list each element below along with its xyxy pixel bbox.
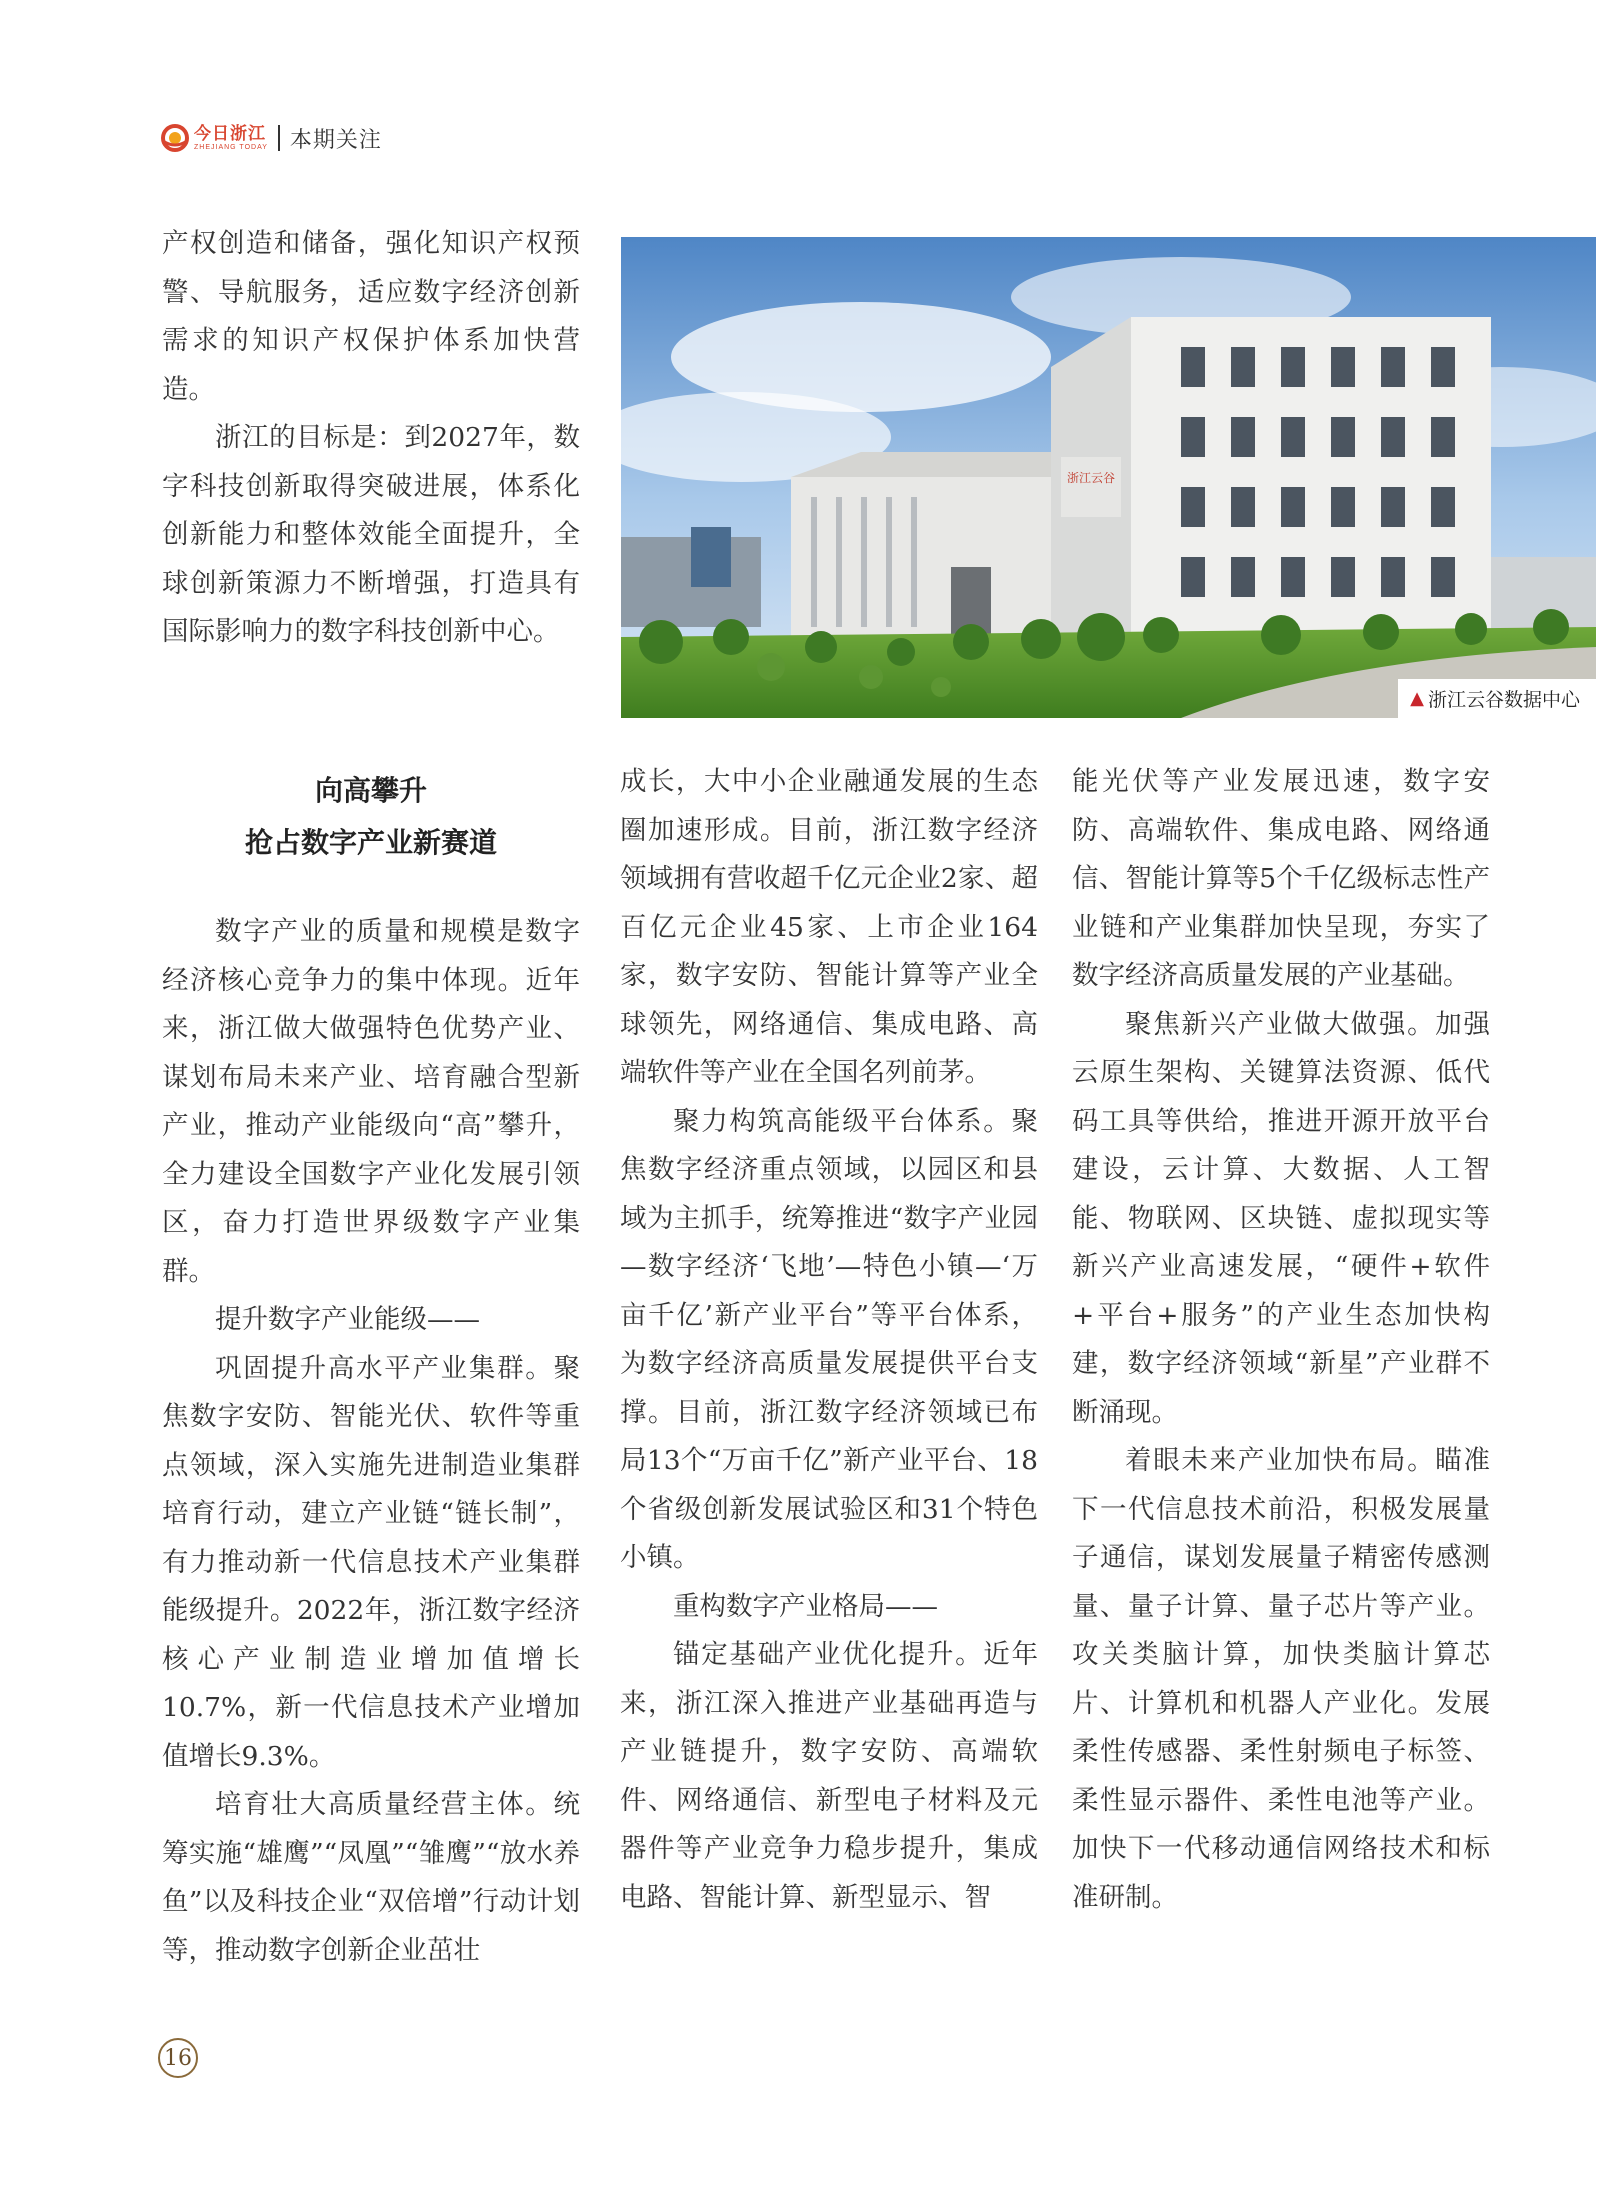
building-sign: 浙江云谷 — [1066, 471, 1116, 485]
column-1-bottom — [162, 908, 580, 1975]
subheading: 提升数字产业能级—— — [215, 1304, 480, 1335]
paragraph: 培育壮大高质量经营主体。统筹实施“雄鹰”“凤凰”“雏鹰”“放水养鱼”以及科技企业“双倍增”行动计划等，推动数字创新企业茁壮 — [162, 1789, 580, 1966]
section-heading-line-2: 抢占数字产业新赛道 — [244, 826, 497, 859]
paragraph: 产权创造和储备，强化知识产权预警、导航服务，适应数字经济创新需求的知识产权保护体系加快营造。 — [162, 228, 580, 405]
section-heading — [162, 765, 580, 869]
paragraph: 聚焦新兴产业做大做强。加强云原生架构、关键算法资源、低代码工具等供给，推进开源开放平台建设，云计算、大数据、人工智能、物联网、区块链、虚拟现实等新兴产业高速发展，“硬件+软件+平台+服务”的产业生态加快构建，数字经济领域“新星”产业群不断涌现。 — [1072, 1008, 1490, 1428]
magazine-logo — [160, 123, 268, 153]
paragraph: 锚定基础产业优化提升。近年来，浙江深入推进产业基础再造与产业链提升，数字安防、高端软件、网络通信、新型电子材料及元器件等产业竞争力稳步提升，集成电路、智能计算、新型显示、智 — [620, 1639, 1038, 1913]
data-center-illustration — [621, 237, 1596, 718]
section-name: 本期关注 — [289, 127, 382, 153]
triangle-marker-icon: ▲ — [1410, 688, 1424, 709]
header-divider — [278, 125, 280, 151]
page-number: 16 — [158, 2038, 198, 2078]
caption-text: 浙江云谷数据中心 — [1427, 689, 1580, 711]
paragraph: 成长，大中小企业融通发展的生态圈加速形成。目前，浙江数字经济领域拥有营收超千亿元企业2家、超百亿元企业45家、上市企业164家，数字安防、智能计算等产业全球领先，网络通信、集成电路、高端软件等产业在全国名列前茅。 — [620, 766, 1038, 1088]
page-header — [160, 118, 382, 158]
paragraph: 浙江的目标是：到2027年，数字科技创新取得突破进展，体系化创新能力和整体效能全面提升，全球创新策源力不断增强，打造具有国际影响力的数字科技创新中心。 — [162, 422, 580, 647]
section-heading-line-1: 向高攀升 — [314, 774, 427, 807]
column-1-top — [162, 220, 580, 657]
column-3 — [1072, 758, 1490, 1922]
column-2 — [620, 758, 1038, 1922]
data-center-photo — [621, 237, 1596, 718]
sun-logo-icon — [160, 123, 190, 153]
paragraph: 能光伏等产业发展迅速，数字安防、高端软件、集成电路、网络通信、智能计算等5个千亿级标志性产业链和产业集群加快呈现，夯实了数字经济高质量发展的产业基础。 — [1072, 766, 1490, 991]
subheading: 重构数字产业格局—— — [673, 1590, 938, 1622]
paragraph: 聚力构筑高能级平台体系。聚焦数字经济重点领域，以园区和县域为主抓手，统筹推进“数字产业园—数字经济‘飞地’—特色小镇—‘万亩千亿’新产业平台”等平台体系，为数字经济高质量发展提供平台支撑。目前，浙江数字经济领域已布局13个“万亩千亿”新产业平台、18个省级创新发展试验区和31个特色小镇。 — [620, 1105, 1038, 1573]
logo-chinese-text: 今日浙江 — [194, 124, 266, 144]
photo-caption — [1398, 679, 1596, 718]
paragraph: 数字产业的质量和规模是数字经济核心竞争力的集中体现。近年来，浙江做大做强特色优势产业、谋划布局未来产业、培育融合型新产业，推动产业能级向“高”攀升，全力建设全国数字产业化发展引领区，奋力打造世界级数字产业集群。 — [162, 916, 580, 1287]
logo-english-text: ZHEJIANG TODAY — [194, 144, 268, 151]
paragraph: 着眼未来产业加快布局。瞄准下一代信息技术前沿，积极发展量子通信，谋划发展量子精密传感测量、量子计算、量子芯片等产业。攻关类脑计算，加快类脑计算芯片、计算机和机器人产业化。发展柔性传感器、柔性射频电子标签、柔性显示器件、柔性电池等产业。加快下一代移动通信网络技术和标准研制。 — [1072, 1445, 1490, 1913]
paragraph: 巩固提升高水平产业集群。聚焦数字安防、智能光伏、软件等重点领域，深入实施先进制造业集群培育行动，建立产业链“链长制”，有力推动新一代信息技术产业集群能级提升。2022年，浙江数字经济核心产业制造业增加值增长10.7%，新一代信息技术产业增加值增长9.3%。 — [162, 1352, 580, 1772]
